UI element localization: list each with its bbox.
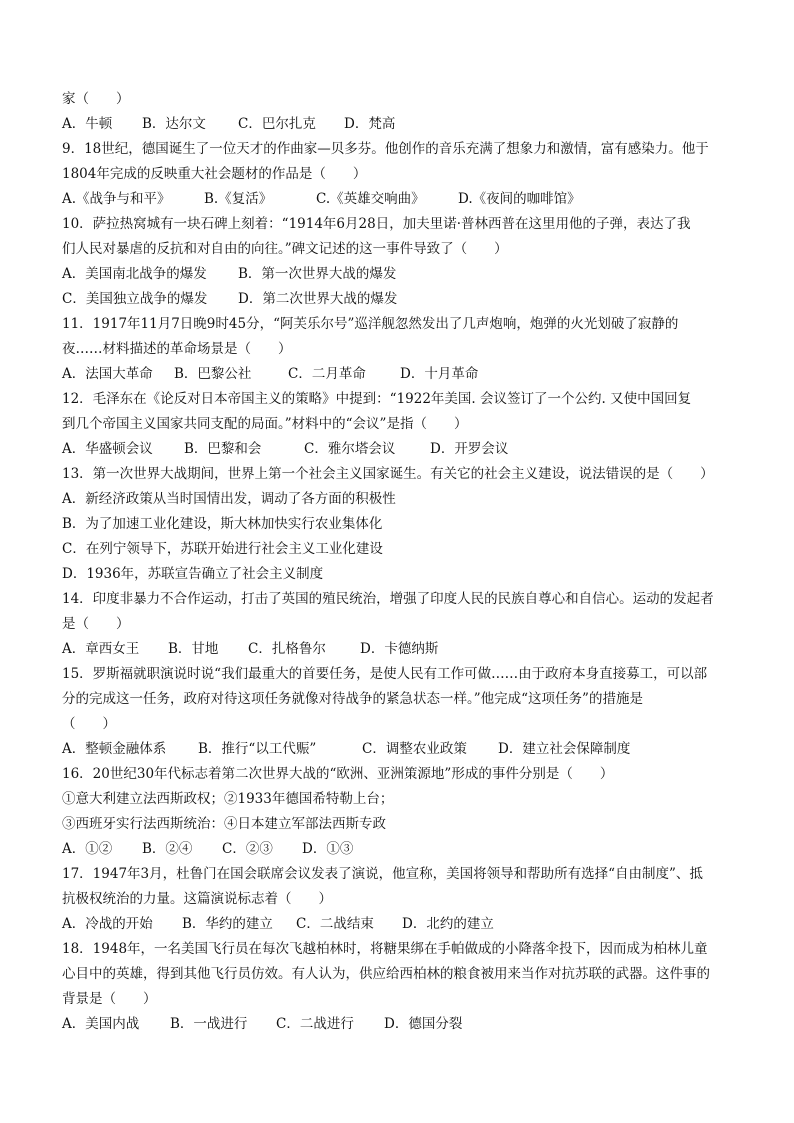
q18-option-d: D．德国分裂 [384,1016,463,1032]
q11-stem-line2: 夜……材料描述的革命场景是（ ） [62,341,292,357]
q15-options [62,737,742,762]
q17-stem-line2: 抗极权统治的力量。这篇演说标志着（ ） [62,891,332,907]
q9-option-c: C.《英雄交响曲》 [316,191,425,207]
q12-stem-line1: 12．毛泽东在《论反对日本帝国主义的策略》中提到：“1922年美国. 会议签订了一个公约. 又使中国回复 [62,391,692,407]
q11-option-a: A．法国大革命 [62,366,153,382]
q14-stem-line1: 14．印度非暴力不合作运动，打击了英国的殖民统治，增强了印度人民的民族自尊心和自信心。运动的发起者 [62,591,714,607]
q14-stem-line2: 是（ ） [62,616,130,632]
q12-options [62,437,742,462]
q9-option-b: B.《复活》 [204,191,273,207]
q12-stem-line2: 到几个帝国主义国家共同支配的局面。”材料中的“会议”是指（ ） [62,416,468,432]
q18-stem-line2: 心目中的英雄，得到其他飞行员仿效。有人认为，供应给西柏林的粮食被用来当作对抗苏联的武器。这件事的 [62,966,710,982]
q10-stem-line1: 10．萨拉热窝城有一块石碑上刻着：“1914年6月28日，加夫里诺·普林西普在这里用他的子弹，表达了我 [62,216,691,232]
q8-option-a: A．牛顿 [62,116,113,132]
q10-option-a: A．美国南北战争的爆发 [62,266,207,282]
q15-stem-line3: （ ） [62,716,116,732]
exam-page [62,87,742,1037]
q8-option-d: D．梵高 [344,116,396,132]
q13-stem-line1: 13．第一次世界大战期间，世界上第一个社会主义国家诞生。有关它的社会主义建设，说法错误的是（ ） [62,466,714,482]
q18-stem-line3: 背景是（ ） [62,991,157,1007]
q16-items-line1: ①意大利建立法西斯政权；②1933年德国希特勒上台； [62,791,394,807]
q14-option-a: A．章西女王 [62,641,140,657]
q17-option-d: D．北约的建立 [402,916,494,932]
q11-option-b: B．巴黎公社 [174,366,252,382]
q17-option-a: A．冷战的开始 [62,916,153,932]
q15-option-b: B．推行“以工代赈” [198,741,317,757]
q9-option-d: D.《夜间的咖啡馆》 [458,191,581,207]
q8-option-c: C．巴尔扎克 [238,116,316,132]
q17-option-b: B．华约的建立 [182,916,273,932]
q15-option-a: A．整顿金融体系 [62,741,167,757]
q12-option-d: D．开罗会议 [430,441,509,457]
q18-option-c: C．二战进行 [276,1016,354,1032]
q9-stem-line2: 1804年完成的反映重大社会题材的作品是（ ） [62,166,367,182]
q10-stem-line2: 们人民对暴虐的反抗和对自由的向往。”碑文记述的这一事件导致了（ ） [62,241,508,257]
q15-option-d: D．建立社会保障制度 [498,741,631,757]
q13-option-d: D．1936年，苏联宣告确立了社会主义制度 [62,566,324,582]
q14-options [62,637,742,662]
q18-option-a: A．美国内战 [62,1016,140,1032]
q12-option-b: B．巴黎和会 [184,441,262,457]
q9-stem-line1: 9．18世纪，德国诞生了一位天才的作曲家—贝多芬。他创作的音乐充满了想象力和激情，富有感染力。他于 [62,141,709,157]
q16-option-d: D．①③ [302,841,354,857]
q16-option-b: B．②④ [142,841,193,857]
q11-option-d: D．十月革命 [400,366,479,382]
q18-option-b: B．一战进行 [170,1016,248,1032]
q11-options [62,362,742,387]
q9-options [62,187,742,212]
q18-options [62,1012,742,1037]
q14-option-d: D．卡德纳斯 [360,641,439,657]
q11-stem-line1: 11．1917年11月7日晚9时45分，“阿芙乐尔号”巡洋舰忽然发出了几声炮响，炮弹的火光划破了寂静的 [62,316,679,332]
q18-stem-line1: 18．1948年，一名美国飞行员在每次飞越柏林时，将糖果绑在手帕做成的小降落伞投下，因而成为柏林儿童 [62,941,708,957]
q9-option-a: A.《战争与和平》 [62,191,171,207]
q16-options [62,837,742,862]
q13-option-a: A．新经济政策从当时国情出发，调动了各方面的积极性 [62,491,396,507]
q8-options [62,112,742,137]
q10-option-b: B．第一次世界大战的爆发 [238,266,397,282]
q17-options [62,912,742,937]
q16-items-line2: ③西班牙实行法西斯统治：④日本建立军部法西斯专政 [62,816,386,832]
q16-option-c: C．②③ [222,841,273,857]
q10-option-d: D．第二次世界大战的爆发 [238,291,398,307]
q14-option-c: C．扎格鲁尔 [248,641,326,657]
q17-option-c: C．二战结束 [296,916,374,932]
q10-options-row1 [62,262,742,287]
q16-stem-line1: 16．20世纪30年代标志着第二次世界大战的“欧洲、亚洲策源地”形成的事件分别是（ ） [62,766,614,782]
q10-options-row2 [62,287,742,312]
q11-option-c: C．二月革命 [288,366,366,382]
q12-option-c: C．雅尔塔会议 [304,441,396,457]
q13-option-c: C．在列宁领导下，苏联开始进行社会主义工业化建设 [62,541,383,557]
q12-option-a: A．华盛顿会议 [62,441,153,457]
q10-option-c: C．美国独立战争的爆发 [62,291,208,307]
q15-stem-line1: 15．罗斯福就职演说时说“我们最重大的首要任务，是使人民有工作可做……由于政府本身直接募工，可以部 [62,666,708,682]
q16-option-a: A．①② [62,841,113,857]
q8-stem-continuation: 家（ ） [62,91,130,107]
q8-option-b: B．达尔文 [142,116,206,132]
q15-stem-line2: 分的完成这一任务，政府对待这项任务就像对待战争的紧急状态一样。”他完成“这项任务”的措施是 [62,691,643,707]
q17-stem-line1: 17．1947年3月，杜鲁门在国会联席会议发表了演说，他宣称，美国将领导和帮助所有选择“自由制度”、抵 [62,866,703,882]
q15-option-c: C．调整农业政策 [362,741,467,757]
q14-option-b: B．甘地 [168,641,219,657]
q13-option-b: B．为了加速工业化建设，斯大林加快实行农业集体化 [62,516,383,532]
